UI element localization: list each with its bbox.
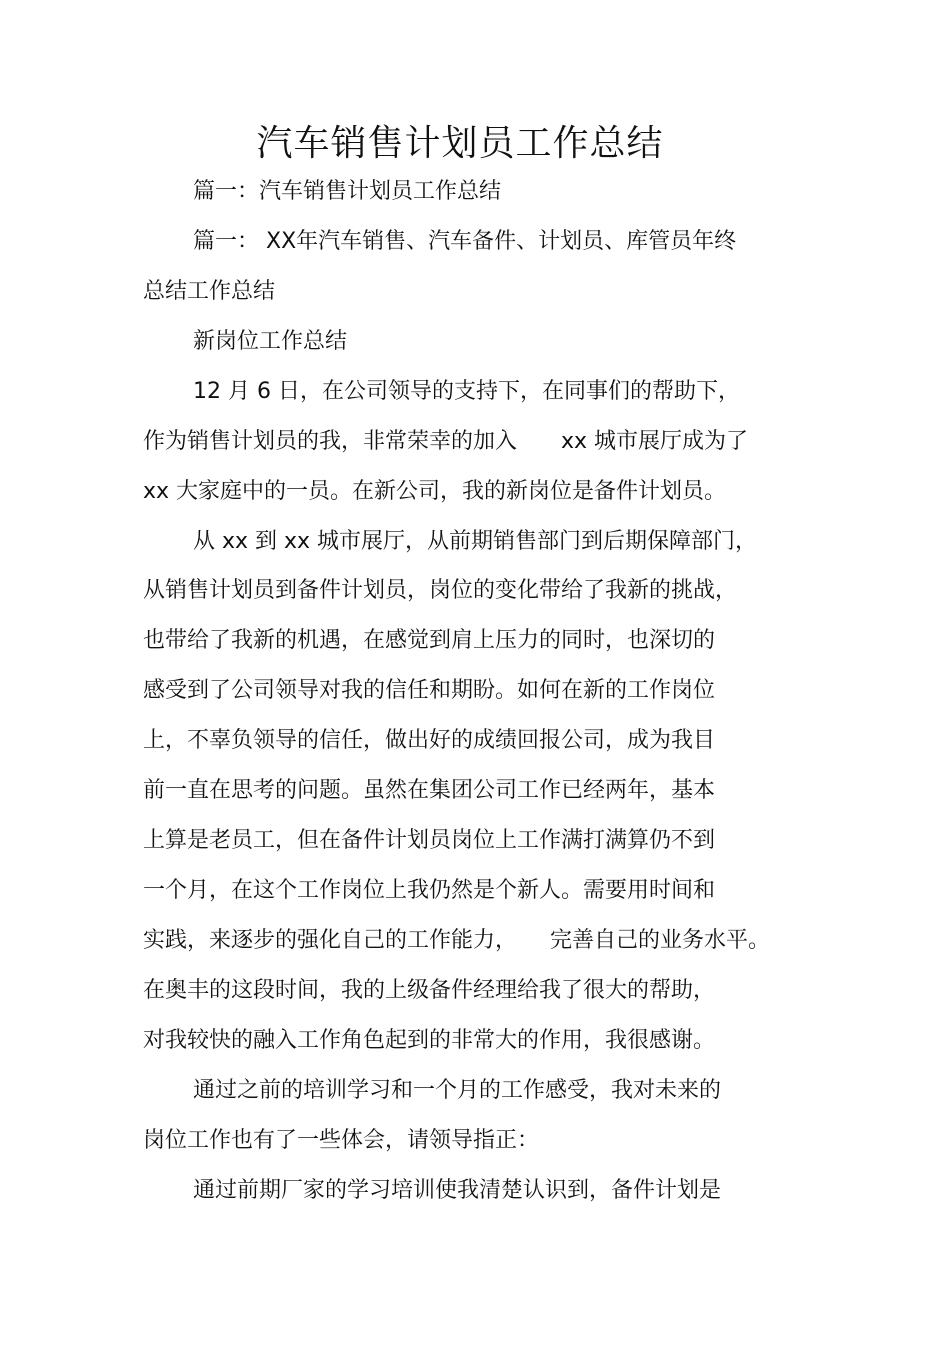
paragraph-line: 上算是老员工，但在备件计划员岗位上工作满打满算仍不到 <box>143 828 716 853</box>
section-heading: 新岗位工作总结 <box>193 329 348 354</box>
paragraph-line: 在奥丰的这段时间，我的上级备件经理给我了很大的帮助， <box>143 978 716 1003</box>
paragraph-line: 从 xx 到 xx 城市展厅，从前期销售部门到后期保障部门， <box>193 529 758 554</box>
paragraph-line: 篇一： XX年汽车销售、汽车备件、计划员、库管员年终 <box>193 229 737 254</box>
document-title: 汽车销售计划员工作总结 <box>256 123 664 164</box>
paragraph-line: 前一直在思考的问题。虽然在集团公司工作已经两年，基本 <box>143 778 716 803</box>
paragraph-line: 通过之前的培训学习和一个月的工作感受，我对未来的 <box>193 1078 722 1103</box>
paragraph-line: 作为销售计划员的我，非常荣幸的加入 xx 城市展厅成为了 <box>143 429 749 454</box>
paragraph-line: 也带给了我新的机遇，在感觉到肩上压力的同时，也深切的 <box>143 628 716 653</box>
paragraph-line: 对我较快的融入工作角色起到的非常大的作用，我很感谢。 <box>143 1028 716 1053</box>
paragraph-line: 从销售计划员到备件计划员，岗位的变化带给了我新的挑战， <box>143 578 738 603</box>
paragraph-line: 岗位工作也有了一些体会，请领导指正： <box>143 1128 540 1153</box>
paragraph-line: 12 月 6 日，在公司领导的支持下，在同事们的帮助下， <box>193 379 740 404</box>
paragraph-line: 实践，来逐步的强化自己的工作能力， 完善自己的业务水平。 <box>143 928 771 953</box>
paragraph-line: 通过前期厂家的学习培训使我清楚认识到，备件计划是 <box>193 1178 722 1203</box>
paragraph-line: 一个月，在这个工作岗位上我仍然是个新人。需要用时间和 <box>143 878 716 903</box>
paragraph-line: 上，不辜负领导的信任，做出好的成绩回报公司，成为我目 <box>143 728 716 753</box>
paragraph-line: xx 大家庭中的一员。在新公司，我的新岗位是备件计划员。 <box>143 479 727 504</box>
paragraph-line: 总结工作总结 <box>143 279 276 304</box>
paragraph-line: 感受到了公司领导对我的信任和期盼。如何在新的工作岗位 <box>143 678 716 703</box>
subtitle-line: 篇一：汽车销售计划员工作总结 <box>193 179 502 204</box>
